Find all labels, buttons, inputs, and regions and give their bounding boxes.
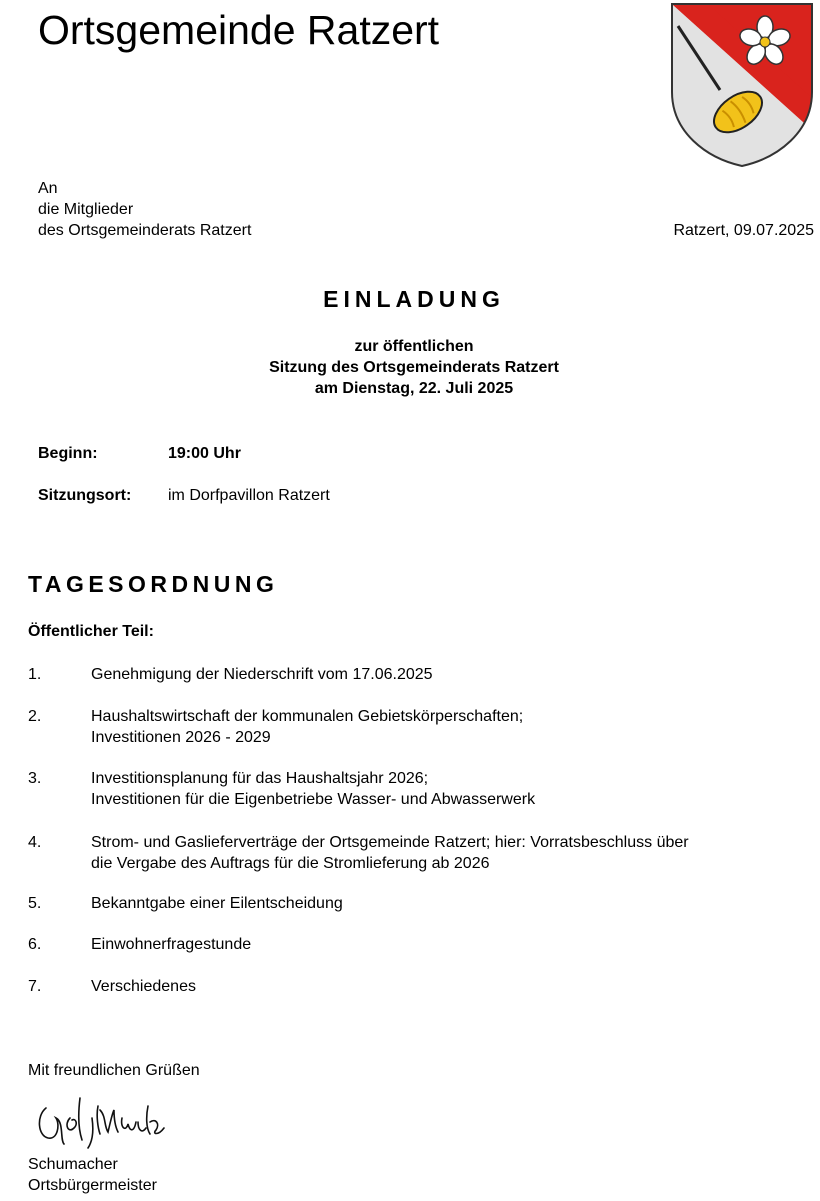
recipient-line: des Ortsgemeinderats Ratzert — [38, 222, 252, 239]
agenda-item-line: Haushaltswirtschaft der kommunalen Gebietskörperschaften; — [91, 708, 524, 725]
begin-label: Beginn: — [38, 445, 98, 462]
agenda-item-text — [91, 706, 811, 748]
agenda-item-line: Verschiedenes — [91, 978, 196, 995]
signer-block — [28, 1154, 157, 1196]
agenda-item-number: 1. — [28, 666, 42, 683]
agenda-item-line: Genehmigung der Niederschrift vom 17.06.2025 — [91, 666, 433, 683]
agenda-item-text — [91, 664, 811, 685]
agenda-item-number: 3. — [28, 770, 42, 787]
signer-name: Schumacher — [28, 1156, 118, 1173]
agenda-item-line: Investitionen für die Eigenbetriebe Wasser- und Abwasserwerk — [91, 791, 536, 808]
agenda-item-line: Bekanntgabe einer Eilentscheidung — [91, 895, 343, 912]
subtitle-line: zur öffentlichen — [354, 338, 474, 355]
agenda-item-text — [91, 893, 811, 914]
recipient-line: die Mitglieder — [38, 201, 134, 218]
agenda-item-line: Einwohnerfragestunde — [91, 936, 252, 953]
agenda-item-number: 2. — [28, 708, 42, 725]
location-label: Sitzungsort: — [38, 487, 132, 504]
place-date: Ratzert, 09.07.2025 — [673, 222, 814, 239]
subtitle-line: am Dienstag, 22. Juli 2025 — [314, 380, 514, 397]
agenda-item-text — [91, 768, 811, 810]
coat-of-arms-icon — [668, 0, 816, 170]
agenda-item-line: Investitionen 2026 - 2029 — [91, 729, 271, 746]
closing-greeting: Mit freundlichen Grüßen — [28, 1062, 200, 1079]
begin-value: 19:00 Uhr — [168, 445, 241, 462]
agenda-heading: TAGESORDNUNG — [28, 571, 279, 597]
agenda-item-line: Investitionsplanung für das Haushaltsjahr 2026; — [91, 770, 429, 787]
signature-icon — [34, 1088, 174, 1152]
agenda-item-text — [91, 976, 811, 997]
agenda-item-text — [91, 832, 811, 874]
invitation-heading: EINLADUNG — [323, 286, 505, 312]
agenda-item-number: 7. — [28, 978, 42, 995]
invitation-subtitle — [0, 336, 820, 399]
recipient-line: An — [38, 180, 58, 197]
agenda-item-number: 4. — [28, 834, 42, 851]
agenda-item-line: Strom- und Gaslieferverträge der Ortsgemeinde Ratzert; hier: Vorratsbeschluss über — [91, 834, 689, 851]
agenda-item-text — [91, 934, 811, 955]
recipient-address — [38, 178, 251, 241]
agenda-item-line: die Vergabe des Auftrags für die Stromlieferung ab 2026 — [91, 855, 490, 872]
subtitle-line: Sitzung des Ortsgemeinderats Ratzert — [269, 359, 559, 376]
agenda-item-number: 5. — [28, 895, 42, 912]
agenda-item-number: 6. — [28, 936, 42, 953]
location-value: im Dorfpavillon Ratzert — [168, 487, 330, 504]
page-title: Ortsgemeinde Ratzert — [38, 7, 440, 53]
agenda-section-title: Öffentlicher Teil: — [28, 623, 154, 640]
signer-role: Ortsbürgermeister — [28, 1177, 157, 1194]
